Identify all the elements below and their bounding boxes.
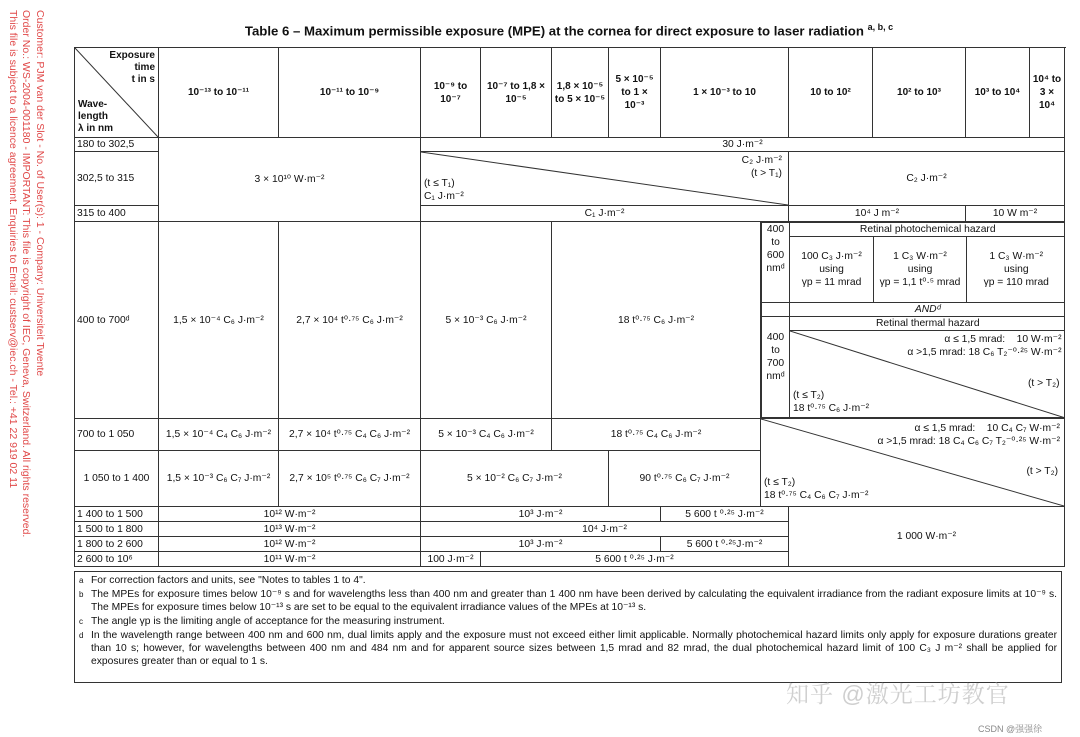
- header-cell: 10⁻⁹ to 10⁻⁷: [421, 48, 481, 138]
- mpe-value: C₁ J·m⁻²: [424, 191, 464, 202]
- wavelength-cell: 315 to 400: [75, 206, 159, 222]
- header-cell: 10³ to 10⁴: [966, 48, 1030, 138]
- note-item: [79, 615, 1057, 628]
- mpe-cell: 10³ J·m⁻²: [421, 507, 661, 522]
- mpe-cell: 1,5 × 10⁻³ C₆ C₇ J·m⁻²: [159, 451, 279, 507]
- mpe-cell: 1,5 × 10⁻⁴ C₆ J·m⁻²: [159, 222, 279, 419]
- corner-top: Exposure: [109, 50, 155, 61]
- table-row: [75, 138, 1065, 152]
- corner-bottom: Wave-: [78, 99, 108, 110]
- mpe-cell: 10¹² W·m⁻²: [159, 507, 421, 522]
- wavelength-cell: 302,5 to 315: [75, 152, 159, 206]
- wavelength-cell: 180 to 302,5: [75, 138, 159, 152]
- mpe-cell: 5 × 10⁻³ C₆ J·m⁻²: [421, 222, 552, 419]
- table-title: [74, 22, 1064, 38]
- note-item: [79, 588, 1057, 614]
- mpe-cell: 5 600 t ⁰·²⁵ J·m⁻²: [481, 552, 789, 567]
- mpe-cell: 10⁴ J m⁻²: [789, 206, 966, 222]
- mpe-cell: 100 J·m⁻²: [421, 552, 481, 567]
- condition-label: (t > T₂): [1027, 378, 1060, 389]
- retinal-hazard-block: [761, 222, 1065, 419]
- wavelength-cell: 1 500 to 1 800: [75, 522, 159, 537]
- photochemical-value: 1 C₃ W·m⁻² using γp = 110 mrad: [967, 237, 1065, 303]
- band-400-700: 400 to 700 nmᵈ: [762, 317, 790, 418]
- note-text: In the wavelength range between 400 nm and 600 nm, dual limits apply and the exposure must not exceed either limit applicable. Normally photochemical hazard limits only apply for exposure durations greater than 10 s; however, for wavelengths between 400 nm and 484 nm and for apparent source sizes between 1,5 mrad and 82 mrad, the dual photochemical hazard limit of 100 C₃ J m⁻² shall be applied for exposures greater than or equal to 1 s.: [91, 630, 1057, 667]
- diagonal-cell: [421, 152, 789, 206]
- photochemical-title: Retinal photochemical hazard: [790, 223, 1065, 237]
- mpe-cell: 18 t⁰·⁷⁵ C₄ C₆ J·m⁻²: [552, 419, 761, 451]
- table-title-text: Table 6 – Maximum permissible exposure (MPE) at the cornea for direct exposure to laser radiation: [244, 23, 864, 39]
- mpe-cell: 90 t⁰·⁷⁵ C₆ C₇ J·m⁻²: [609, 451, 761, 507]
- note-item: [79, 574, 1057, 587]
- corner-top: time: [134, 62, 155, 73]
- note-mark: d: [79, 631, 84, 640]
- title-note-refs: a, b, c: [867, 22, 894, 32]
- note-mark: b: [79, 590, 84, 599]
- mpe-cell: 10¹³ W·m⁻²: [159, 522, 421, 537]
- note-text: The angle γp is the limiting angle of acceptance for the measuring instrument.: [91, 616, 445, 627]
- wavelength-cell: 400 to 700ᵈ: [75, 222, 159, 419]
- thermal-limit: α ≤ 1,5 mrad: 10 W·m⁻²: [944, 334, 1062, 345]
- header-cell: 10² to 10³: [873, 48, 966, 138]
- condition-label: (t ≤ T₁): [424, 178, 455, 189]
- mpe-cell: C₂ J·m⁻²: [789, 152, 1065, 206]
- mpe-cell: 2,7 × 10⁵ t⁰·⁷⁵ C₆ C₇ J·m⁻²: [279, 451, 421, 507]
- mpe-cell: 30 J·m⁻²: [421, 138, 1065, 152]
- mpe-table-wrap: [74, 47, 1065, 567]
- mpe-cell: 5 600 t ⁰·²⁵J·m⁻²: [661, 537, 789, 552]
- thermal-diagonal-cell: [790, 317, 1065, 418]
- mpe-cell: 10 W m⁻²: [966, 206, 1065, 222]
- thermal-limit: α >1,5 mrad: 18 C₄ C₆ C₇ T₂⁻⁰·²⁵ W·m⁻²: [877, 436, 1060, 447]
- mpe-cell: C₁ J·m⁻²: [421, 206, 789, 222]
- mpe-cell: 10³ J·m⁻²: [421, 537, 661, 552]
- mpe-cell: 5 × 10⁻³ C₄ C₆ J·m⁻²: [421, 419, 552, 451]
- licence-line: This file is subject to a licence agreement. Enquiries to Email: custserv@iec.ch - Tel.: +41 22 919 02 11: [7, 10, 19, 489]
- and-label: ANDᵈ: [790, 303, 1065, 317]
- thermal-limit: α ≤ 1,5 mrad: 10 C₄ C₇ W·m⁻²: [914, 423, 1060, 434]
- header-cell: 1,8 × 10⁻⁵ to 5 × 10⁻⁵: [552, 48, 609, 138]
- mpe-cell: 1 000 W·m⁻²: [789, 507, 1065, 567]
- licence-notice: [2, 10, 48, 610]
- mpe-cell: 10¹² W·m⁻²: [159, 537, 421, 552]
- corner-bottom: λ in nm: [78, 123, 114, 134]
- mpe-cell: 3 × 10¹⁰ W·m⁻²: [159, 138, 421, 222]
- diagonal-cell: [761, 419, 1065, 507]
- condition-label: (t > T₁): [750, 168, 782, 179]
- corner-top: t in s: [131, 74, 155, 85]
- condition-label: (t ≤ T₂): [793, 390, 825, 401]
- mpe-table: [74, 47, 1065, 567]
- note-text: For correction factors and units, see "Notes to tables 1 to 4".: [91, 575, 366, 586]
- header-cell: 10 to 10²: [789, 48, 873, 138]
- thermal-title: Retinal thermal hazard: [790, 317, 1065, 331]
- mpe-value: 18 t⁰·⁷⁵ C₄ C₆ C₇ J·m⁻²: [764, 490, 869, 501]
- mpe-cell: 2,7 × 10⁴ t⁰·⁷⁵ C₄ C₆ J·m⁻²: [279, 419, 421, 451]
- table-row: [75, 507, 1065, 522]
- mpe-cell: 2,7 × 10⁴ t⁰·⁷⁵ C₆ J·m⁻²: [279, 222, 421, 419]
- corner-cell: [75, 48, 159, 138]
- licence-line: Order No.: WS-2004-001180 - IMPORTANT: This file is copyright of IEC, Geneva, Switzerland. All rights reserved.: [20, 10, 33, 538]
- mpe-cell: 5 600 t ⁰·²⁵ J·m⁻²: [661, 507, 789, 522]
- header-cell: 10⁻⁷ to 1,8 × 10⁻⁵: [481, 48, 552, 138]
- mpe-cell: 10¹¹ W·m⁻²: [159, 552, 421, 567]
- condition-label: (t ≤ T₂): [764, 477, 796, 488]
- header-row: [75, 48, 1065, 138]
- band-400-600: 400 to 600 nmᵈ: [762, 223, 790, 303]
- wavelength-cell: 1 400 to 1 500: [75, 507, 159, 522]
- thermal-limit: α >1,5 mrad: 18 C₆ T₂⁻⁰·²⁵ W·m⁻²: [907, 347, 1062, 358]
- licence-line: Customer: PJM van der Slot - No. of User(s): 1 - Company: Universiteit Twente: [34, 10, 46, 377]
- header-cell: 10⁴ to 3 × 10⁴: [1030, 48, 1065, 138]
- wavelength-cell: 2 600 to 10⁶: [75, 552, 159, 567]
- header-cell: 1 × 10⁻³ to 10: [661, 48, 789, 138]
- source-credit: CSDN @强强徐: [978, 724, 1043, 734]
- mpe-cell: 5 × 10⁻² C₆ C₇ J·m⁻²: [421, 451, 609, 507]
- header-cell: 10⁻¹³ to 10⁻¹¹: [159, 48, 279, 138]
- mpe-cell: 10⁴ J·m⁻²: [421, 522, 789, 537]
- photochemical-value: 1 C₃ W·m⁻² using γp = 1,1 t⁰·⁵ mrad: [874, 237, 967, 303]
- mpe-value: C₂ J·m⁻²: [741, 155, 782, 166]
- watermark: 知乎 @激光工坊教官: [786, 681, 1010, 707]
- mpe-cell: 1,5 × 10⁻⁴ C₄ C₆ J·m⁻²: [159, 419, 279, 451]
- table-row: [75, 419, 1065, 451]
- mpe-value: 18 t⁰·⁷⁵ C₆ J·m⁻²: [793, 403, 870, 414]
- note-mark: a: [79, 576, 84, 585]
- condition-label: (t > T₂): [1026, 466, 1058, 477]
- header-cell: 5 × 10⁻⁵ to 1 × 10⁻³: [609, 48, 661, 138]
- header-cell: 10⁻¹¹ to 10⁻⁹: [279, 48, 421, 138]
- corner-bottom: length: [78, 111, 108, 122]
- mpe-cell: 18 t⁰·⁷⁵ C₆ J·m⁻²: [552, 222, 761, 419]
- wavelength-cell: 1 800 to 2 600: [75, 537, 159, 552]
- wavelength-cell: 700 to 1 050: [75, 419, 159, 451]
- note-text: The MPEs for exposure times below 10⁻⁹ s and for wavelengths less than 400 nm and greater than 1 400 nm have been derived by calculating the equivalent irradiance from the radiant exposure limits at 10⁻⁹ s. The MPEs for exposure times below 10⁻¹³ s are set to be equal to the equivalent irradiance values of the MPEs at 10⁻¹³ s.: [91, 589, 1057, 613]
- photochemical-value: 100 C₃ J·m⁻² using γp = 11 mrad: [790, 237, 874, 303]
- note-mark: c: [79, 617, 83, 626]
- note-item: [79, 629, 1057, 668]
- wavelength-cell: 1 050 to 1 400: [75, 451, 159, 507]
- table-row: [75, 222, 1065, 419]
- table-notes: [74, 571, 1062, 683]
